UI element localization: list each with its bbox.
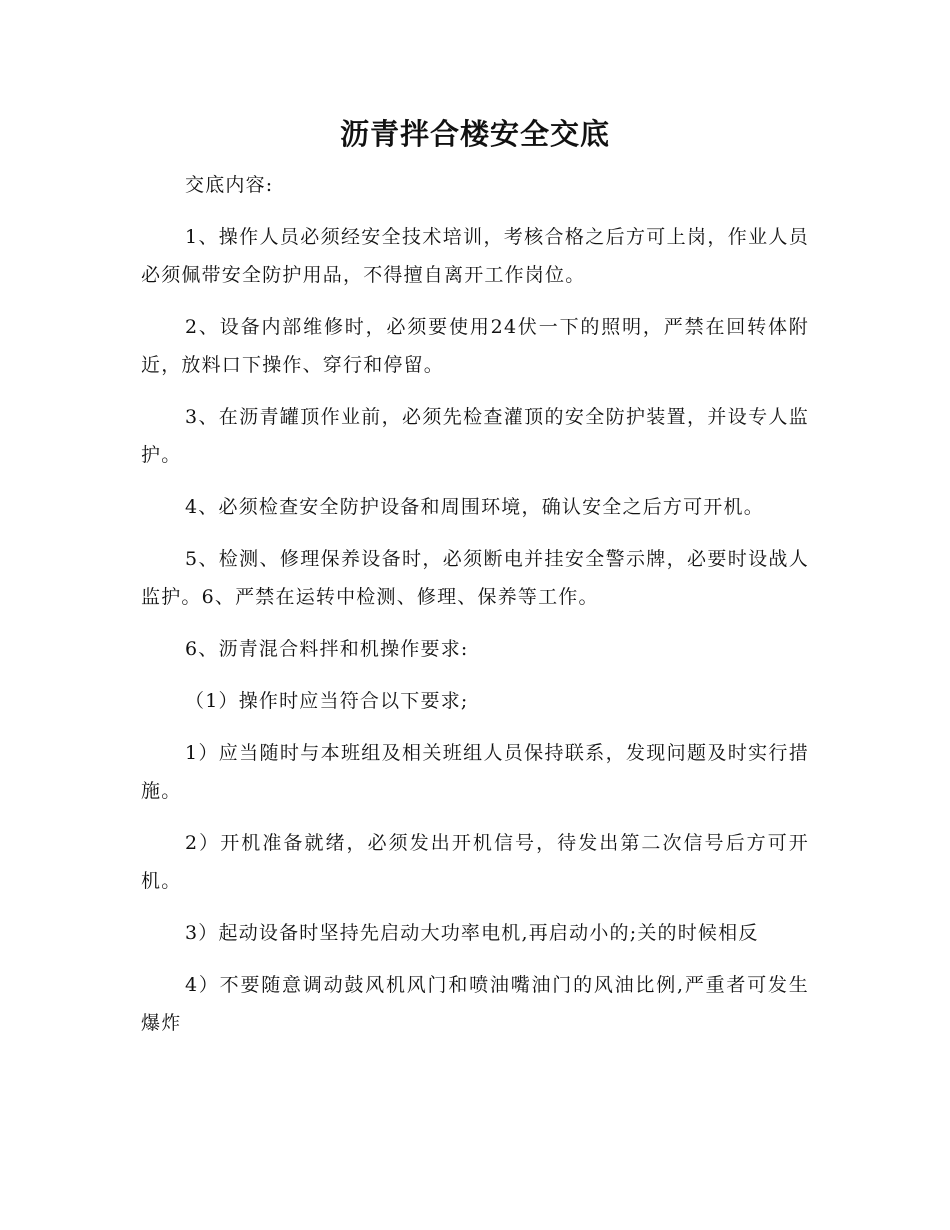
- paragraph-requirement-1: 1）应当随时与本班组及相关班组人员保持联系，发现问题及时实行措施。: [141, 742, 809, 802]
- paragraph-item-6: 6、沥青混合料拌和机操作要求:: [185, 638, 469, 660]
- paragraph-subitem-1: （1）操作时应当符合以下要求;: [185, 690, 469, 712]
- paragraph-item-4: 4、必须检查安全防护设备和周围环境，确认安全之后方可开机。: [185, 496, 764, 518]
- paragraph-item-2: 2、设备内部维修时，必须要使用24伏一下的照明，严禁在回转体附近，放料口下操作、穿行和停留。: [141, 316, 809, 376]
- paragraph-requirement-3: 3）起动设备时坚持先启动大功率电机,再启动小的;关的时候相反: [185, 922, 759, 944]
- paragraph-requirement-2: 2）开机准备就绪，必须发出开机信号，待发出第二次信号后方可开机。: [141, 832, 809, 892]
- paragraph-item-1: 1、操作人员必须经安全技术培训，考核合格之后方可上岗，作业人员必须佩带安全防护用品，不得擅自离开工作岗位。: [141, 226, 809, 286]
- paragraph-intro: 交底内容:: [185, 174, 274, 196]
- paragraph-item-5: 5、检测、修理保养设备时，必须断电并挂安全警示牌，必要时设战人监护。6、严禁在运转中检测、修理、保养等工作。: [141, 548, 809, 608]
- paragraph-requirement-4: 4）不要随意调动鼓风机风门和喷油嘴油门的风油比例,严重者可发生爆炸: [141, 974, 809, 1034]
- paragraph-item-3: 3、在沥青罐顶作业前，必须先检查灌顶的安全防护装置，并设专人监护。: [141, 406, 809, 466]
- document-title: 沥青拌合楼安全交底: [339, 117, 610, 151]
- document-body: [141, 166, 809, 1056]
